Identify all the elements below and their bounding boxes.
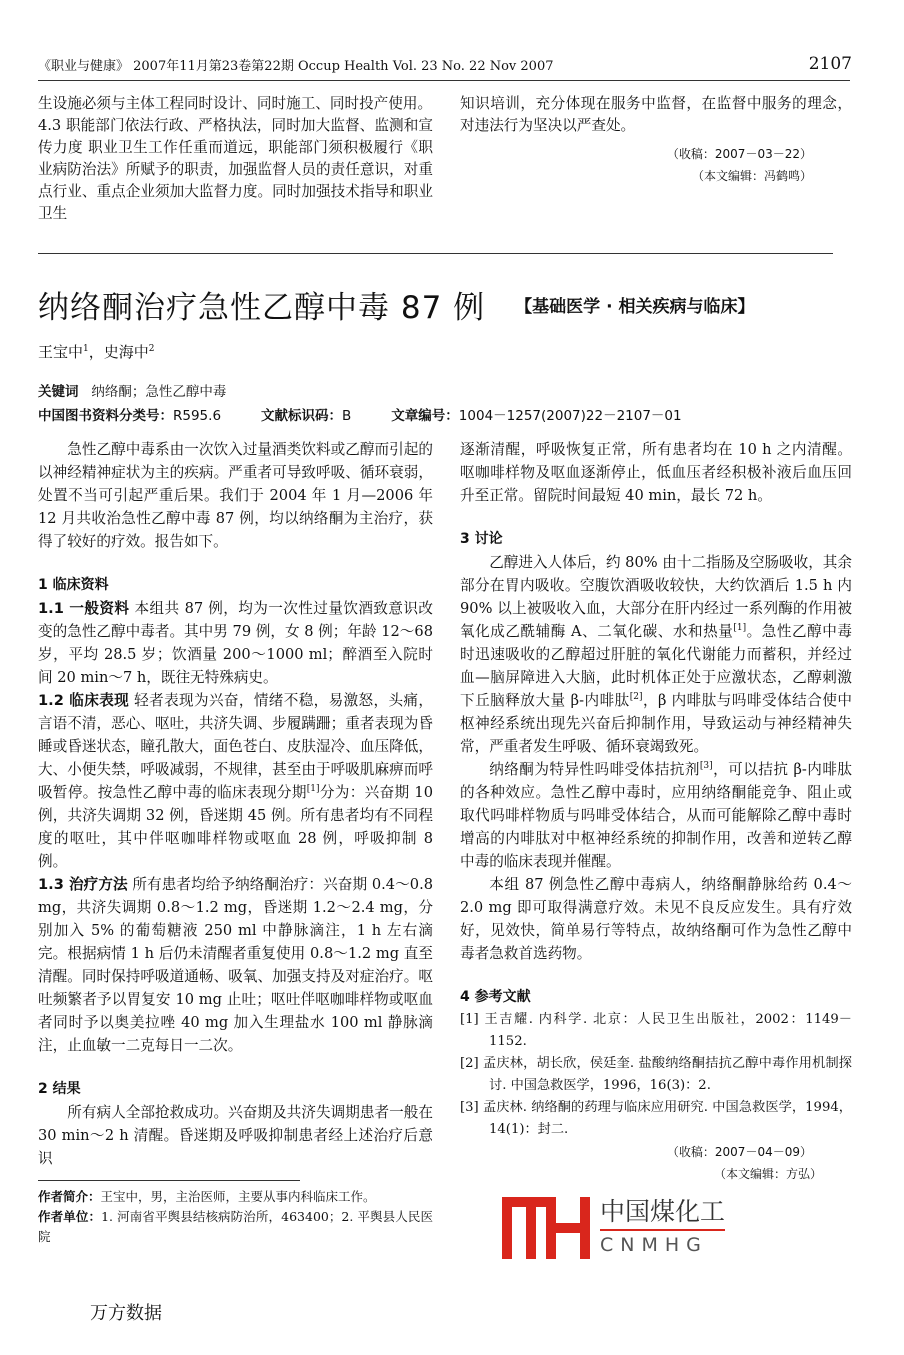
paragraph: 逐渐清醒，呼吸恢复正常，所有患者均在 10 h 之内清醒。呕咖啡样物及呕血逐渐停止，低血压者经积极补液后血压回升至正常。留院时间最短 40 min，最长 72 h。: [460, 441, 852, 504]
author-bio: [38, 1187, 433, 1207]
prev-article: [38, 93, 852, 225]
article-body: [38, 438, 852, 1259]
reference-item: [1] 王吉耀. 内科学. 北京：人民卫生出版社，2002：1149－1152.: [460, 1012, 852, 1049]
left-column: [38, 438, 433, 1247]
right-column: [460, 438, 852, 1259]
subheading: 1.1 一般资料: [38, 600, 130, 617]
article-title: 纳络酮治疗急性乙醇中毒 87 例: [38, 290, 486, 326]
art-label: 文章编号：: [391, 408, 459, 424]
prev-text: 4.3 职能部门依法行政、严格执法，同时加大监督、监测和宣传力度 职业卫生工作任重而道远，职能部门须积极履行《职业病防治法》所赋予的职责，加强监督人员的责任意识，对重点行业、重点企业须加大监督力度。同时加强技术指导和职业卫生: [38, 117, 433, 222]
prev-article-left: [38, 93, 433, 225]
citation: [1]: [306, 784, 320, 795]
logo-mark-icon: [502, 1197, 592, 1259]
reference-item: [3] 孟庆林. 纳络酮的药理与临床应用研究. 中国急救医学，1994，14(1)：封二.: [460, 1100, 852, 1137]
footnote-rule: [38, 1180, 300, 1181]
paragraph: 所有病人全部抢救成功。兴奋期及共济失调期患者一般在 30 min～2 h 清醒。昏迷期及呼吸抑制患者经上述治疗后意识: [38, 1104, 433, 1167]
author: 史海中: [103, 343, 149, 361]
clc-label: 中国图书资料分类号：: [38, 408, 173, 424]
article-number: [391, 404, 681, 424]
running-header-row: [38, 54, 852, 74]
unit-text: 1. 河南省平舆县结核病防治所，463400；2. 平舆县人民医院: [38, 1209, 433, 1244]
doc-code: [261, 404, 351, 424]
bio-text: 王宝中，男，主治医师，主要从事内科临床工作。: [100, 1189, 376, 1204]
doc-label: 文献标识码：: [261, 408, 343, 424]
text: ，β 内啡肽与吗啡受体结合使中枢神经系统出现先兴奋后抑制作用，导致运动与神经精神失常，严重者发生呼吸、循环衰竭致死。: [460, 692, 852, 755]
paragraph: [460, 758, 852, 873]
paragraph: 本组 87 例急性乙醇中毒病人，纳络酮静脉给药 0.4～2.0 mg 即可取得满意疗效。未见不良反应发生。具有疗效好，见效快，简单易行等特点，故纳络酮可作为急性乙醇中毒者急救首选药物。: [460, 876, 852, 962]
section-heading: 2 结果: [38, 1081, 81, 1097]
prev-text: 知识培训，充分体现在服务中监督，在监督中服务的理念，对违法行为坚决以严查处。: [460, 95, 852, 134]
doc-value: B: [342, 408, 352, 424]
keywords-value: 纳络酮；急性乙醇中毒: [91, 384, 227, 400]
authors: [38, 341, 852, 362]
text: 轻者表现为兴奋，情绪不稳，易激怒，头痛，言语不清，恶心、呕吐，共济失调、步履蹒跚；重者表现为昏睡或昏迷状态，瞳孔散大，面色苍白、皮肤湿冷、血压降低，大、小便失禁，呼吸减弱，不规律，甚至由于呼吸肌麻痹而呼吸暂停。按急性乙醇中毒的临床表现分期: [38, 692, 433, 801]
affil-mark: 1: [83, 344, 89, 354]
author: 王宝中: [38, 343, 84, 361]
keywords-label: 关键词: [38, 384, 79, 400]
prev-text: 生设施必须与主体工程同时设计、同时施工、同时投产使用。: [38, 95, 433, 112]
editor: （本文编辑：冯鹤鸣）: [691, 169, 812, 183]
intro-paragraph: 急性乙醇中毒系由一次饮入过量酒类饮料或乙醇而引起的以神经精神症状为主的疾病。严重者可导致呼吸、循环衰弱，处置不当可引起严重后果。我们于 2004 年 1 月—2006 年 12 月共收治急性乙醇中毒 87 例，均以纳络酮为主治疗，获得了较好的疗效。报告如下。: [38, 441, 433, 550]
text: 纳络酮为特异性吗啡受体拮抗剂: [489, 761, 700, 778]
logo-cn-text: 中国煤化工: [600, 1197, 726, 1226]
author-unit: [38, 1207, 433, 1247]
keywords: [38, 380, 852, 400]
wanfang-watermark: 万方数据: [90, 1303, 162, 1324]
text: 乙醇进入人体后，约 80% 由十二指肠及空肠吸收，其余部分在胃内吸收。空腹饮酒吸收较快，大约饮酒后 1.5 h 内 90% 以上被吸收入血，大部分在肝内经过一系列酶的作用被氧化成乙酰辅酶 A、二氧化碳、水和热量: [460, 554, 852, 640]
section-heading: 1 临床资料: [38, 577, 109, 593]
text: 所有患者均给予纳络酮治疗：兴奋期 0.4～0.8 mg，共济失调期 0.8～1.2 mg，昏迷期 1.2～2.4 mg，分别加入 5% 的葡萄糖液 250 ml 中静脉滴注，1 h 左右滴完。根据病情 1 h 后仍未清醒者重复使用 0.8～1.2 mg 直至清醒。同时保持呼吸道通畅、吸氧、加强支持及对症治疗。呕吐频繁者予以胃复安 10 mg 止吐；呕吐伴呕咖啡样物或呕血者同时予以奥美拉唑 40 mg 加入生理盐水 100 ml 静脉滴注，止血敏一二克每日一二次。: [38, 876, 433, 1054]
editor: （本文编辑：方弘）: [713, 1167, 822, 1181]
citation: [1]: [733, 623, 747, 634]
affil-mark: 2: [148, 344, 155, 354]
subheading: 1.3 治疗方法: [38, 876, 128, 893]
logo-divider: [600, 1229, 725, 1231]
citation: [3]: [699, 761, 713, 772]
logo-text: [600, 1197, 725, 1257]
sep: ，: [88, 343, 104, 361]
art-value: 1004－1257(2007)22－2107－01: [458, 408, 682, 424]
bio-label: 作者简介：: [38, 1189, 101, 1204]
article-separator: [38, 253, 833, 254]
cnmhg-logo: [502, 1197, 852, 1259]
text: 。急性乙醇中毒时迅速吸收的乙醇超过肝脏的氧化代谢能力而蓄积，并经过血—脑屏障进入大脑，此时机体正处于应激状态，乙醇刺激下丘脑释放大量 β-内啡肽: [460, 623, 852, 709]
unit-label: 作者单位：: [38, 1209, 102, 1224]
text: 分为：兴奋期 10 例，共济失调期 32 例，昏迷期 45 例。所有患者均有不同程度的呕吐，其中伴呕咖啡样物或呕血 28 例，呼吸抑制 8 例。: [38, 784, 433, 870]
page-number: 2107: [808, 54, 852, 74]
paragraph: [38, 597, 433, 689]
text: 本组共 87 例，均为一次性过量饮酒致意识改变的急性乙醇中毒者。其中男 79 例，女 8 例；年龄 12～68 岁，平均 28.5 岁；饮酒量 200～1000 ml；醉酒至入院时间 20 min～7 h，既往无特殊病史。: [38, 600, 433, 686]
prev-article-right: [460, 93, 852, 187]
footnotes: [38, 1187, 433, 1247]
clc-value: R595.6: [173, 408, 222, 424]
subheading: 1.2 临床表现: [38, 692, 130, 709]
section-heading: 3 讨论: [460, 531, 503, 547]
article-category: 【基础医学 · 相关疾病与临床】: [515, 297, 755, 317]
received-date: （收稿：2007－03－22）: [666, 147, 812, 161]
running-header: 《职业与健康》 2007年11月第23卷第22期 Occup Health Vol. 23 No. 22 Nov 2007: [38, 59, 554, 74]
paragraph: [38, 689, 433, 873]
header-rule: [38, 80, 850, 81]
clc-number: [38, 404, 221, 424]
text: ，可以拮抗 β-内啡肽的各种效应。急性乙醇中毒时，应用纳络酮能竞争、阻止或取代吗啡样物质与吗啡受体结合，从而可能解除乙醇中毒时增高的内啡肽对中枢神经系统的抑制作用，改善和逆转乙醇中毒的临床表现并催醒。: [460, 761, 852, 870]
reference-item: [2] 孟庆林，胡长欣，侯廷奎. 盐酸纳络酮拮抗乙醇中毒作用机制探讨. 中国急救医学，1996，16(3)：2.: [460, 1056, 852, 1093]
received-date: （收稿：2007－04－09）: [666, 1145, 812, 1159]
paragraph: [38, 873, 433, 1057]
section-heading: 4 参考文献: [460, 989, 531, 1005]
classification-row: [38, 404, 852, 424]
logo-en-text: CNMHG: [600, 1234, 708, 1256]
paragraph: [460, 551, 852, 758]
title-row: [38, 282, 852, 327]
citation: [2]: [629, 692, 643, 703]
